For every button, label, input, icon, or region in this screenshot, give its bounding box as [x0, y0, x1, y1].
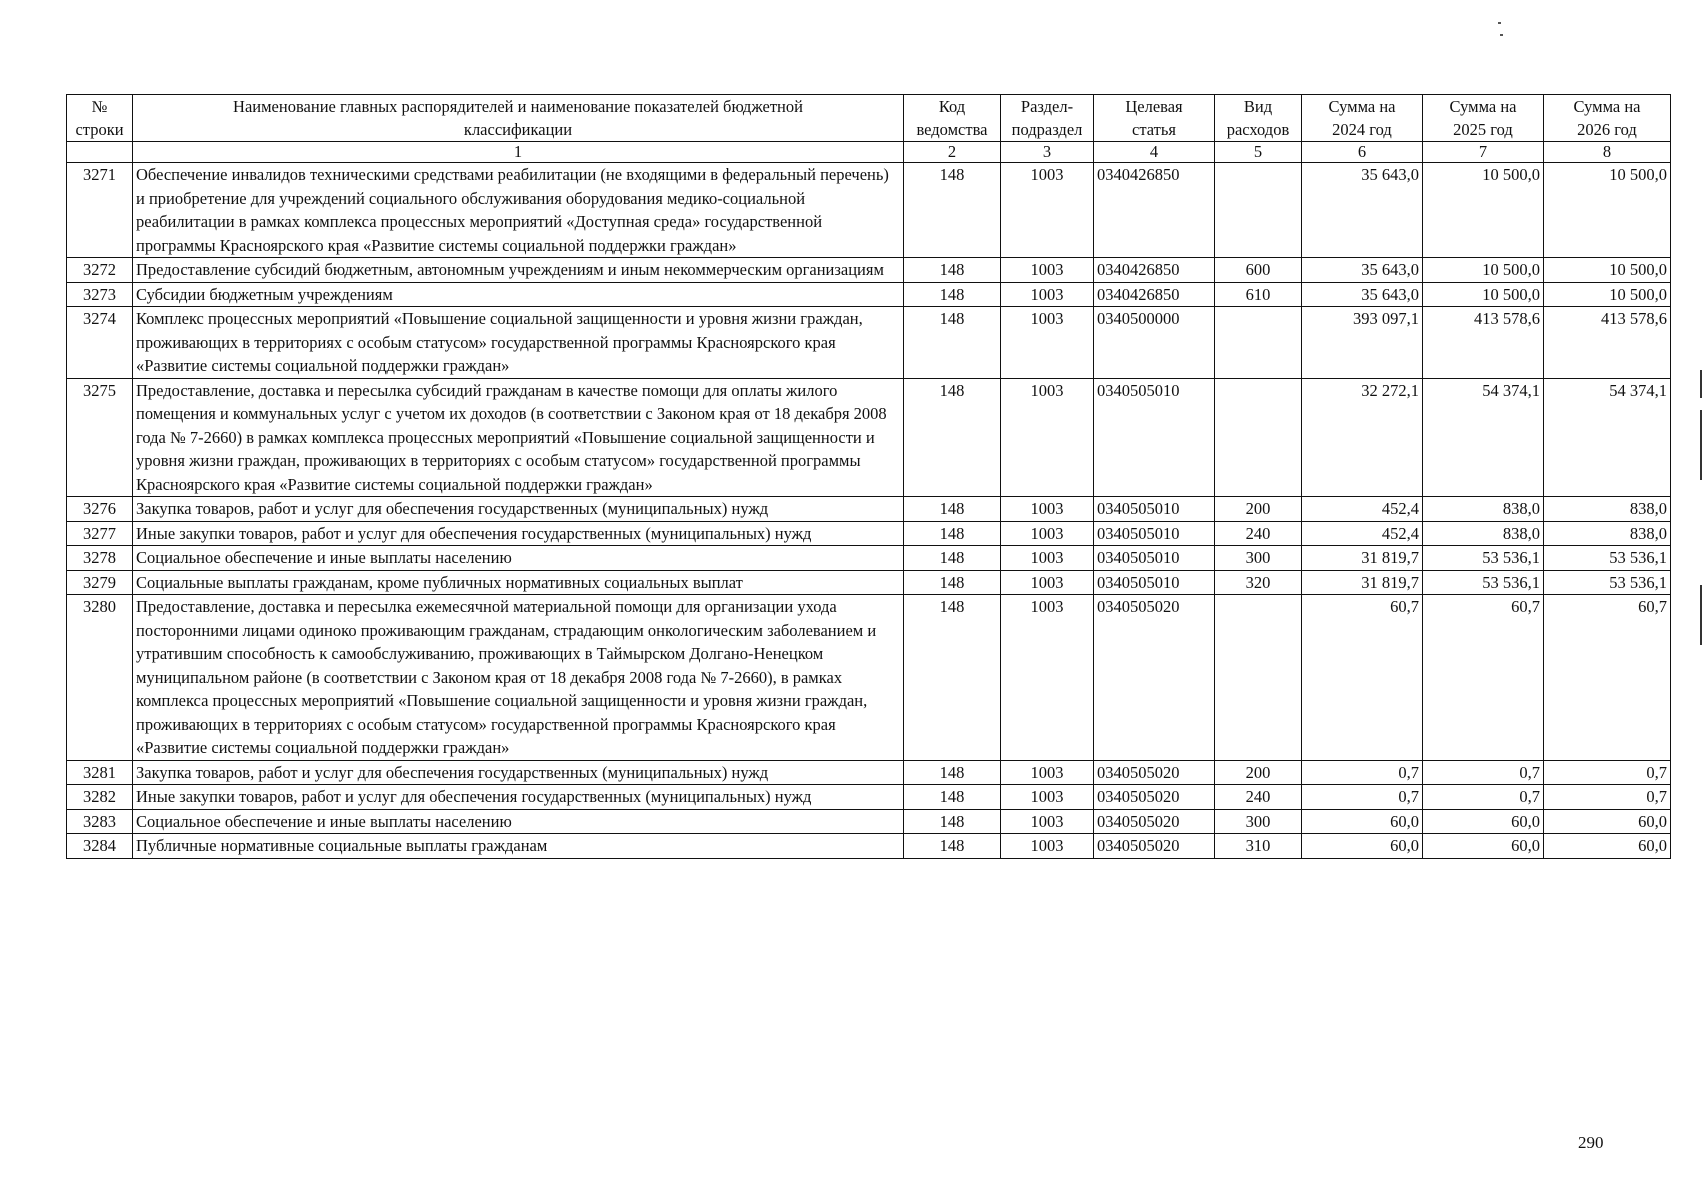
sum-2026: 60,0	[1544, 809, 1671, 834]
table-row	[67, 521, 1671, 546]
expense-type	[1215, 163, 1302, 258]
section-code: 1003	[1001, 760, 1094, 785]
row-name: Социальное обеспечение и иные выплаты населению	[133, 809, 904, 834]
scan-edge-mark	[1700, 410, 1702, 480]
sum-2026: 838,0	[1544, 497, 1671, 522]
dept-code: 148	[904, 595, 1001, 761]
expense-type	[1215, 307, 1302, 379]
dept-code: 148	[904, 546, 1001, 571]
sum-2026: 0,7	[1544, 760, 1671, 785]
table-row	[67, 809, 1671, 834]
row-number: 3284	[67, 834, 133, 859]
sum-2025: 53 536,1	[1423, 570, 1544, 595]
dept-code: 148	[904, 570, 1001, 595]
table-row	[67, 307, 1671, 379]
row-name: Иные закупки товаров, работ и услуг для обеспечения государственных (муниципальных) нужд	[133, 785, 904, 810]
header-row	[67, 95, 1671, 142]
sum-2024: 0,7	[1302, 785, 1423, 810]
sum-2024: 32 272,1	[1302, 378, 1423, 497]
row-name: Субсидии бюджетным учреждениям	[133, 282, 904, 307]
sum-2025: 60,0	[1423, 834, 1544, 859]
row-number: 3280	[67, 595, 133, 761]
header-section: Раздел- подраздел	[1001, 95, 1094, 142]
table-row	[67, 785, 1671, 810]
table-row	[67, 282, 1671, 307]
sum-2026: 53 536,1	[1544, 546, 1671, 571]
column-number: 3	[1001, 142, 1094, 163]
row-name: Предоставление, доставка и пересылка ежемесячной материальной помощи для организации ухода посторонними лицами одиноко проживающим гражданам, страдающим онкологическим заболеванием и утратившим способность к самообслуживанию, проживающих в Таймырском Долгано-Ненецком муниципальном районе (в соответствии с Законом края от 18 декабря 2008 года № 7-2660), в рамках комплекса процессных мероприятий «Повышение социальной защищенности и уровня жизни граждан, проживающих в территориях с особым статусом» государственной программы Красноярского края «Развитие системы социальной поддержки граждан»	[133, 595, 904, 761]
target-code: 0340505010	[1094, 570, 1215, 595]
expense-type: 200	[1215, 760, 1302, 785]
row-name: Закупка товаров, работ и услуг для обеспечения государственных (муниципальных) нужд	[133, 497, 904, 522]
row-name: Социальное обеспечение и иные выплаты населению	[133, 546, 904, 571]
sum-2025: 0,7	[1423, 760, 1544, 785]
sum-2025: 54 374,1	[1423, 378, 1544, 497]
dept-code: 148	[904, 834, 1001, 859]
expense-type: 600	[1215, 258, 1302, 283]
row-number: 3276	[67, 497, 133, 522]
row-number: 3279	[67, 570, 133, 595]
page-number: 290	[1578, 1133, 1604, 1152]
row-number: 3281	[67, 760, 133, 785]
sum-2024: 393 097,1	[1302, 307, 1423, 379]
table-row	[67, 834, 1671, 859]
row-name: Социальные выплаты гражданам, кроме публичных нормативных социальных выплат	[133, 570, 904, 595]
section-code: 1003	[1001, 546, 1094, 571]
column-number	[67, 142, 133, 163]
sum-2026: 10 500,0	[1544, 282, 1671, 307]
expense-type: 300	[1215, 546, 1302, 571]
sum-2024: 452,4	[1302, 497, 1423, 522]
header-sum-2026: Сумма на 2026 год	[1544, 95, 1671, 142]
row-number: 3282	[67, 785, 133, 810]
table-row	[67, 497, 1671, 522]
sum-2025: 0,7	[1423, 785, 1544, 810]
header-expense-type: Вид расходов	[1215, 95, 1302, 142]
row-number: 3275	[67, 378, 133, 497]
sum-2025: 10 500,0	[1423, 258, 1544, 283]
table-row	[67, 258, 1671, 283]
dept-code: 148	[904, 163, 1001, 258]
expense-type: 320	[1215, 570, 1302, 595]
sum-2024: 35 643,0	[1302, 163, 1423, 258]
sum-2026: 0,7	[1544, 785, 1671, 810]
expense-type: 240	[1215, 521, 1302, 546]
expense-type	[1215, 378, 1302, 497]
table-row	[67, 378, 1671, 497]
target-code: 0340500000	[1094, 307, 1215, 379]
section-code: 1003	[1001, 378, 1094, 497]
column-number: 7	[1423, 142, 1544, 163]
sum-2026: 10 500,0	[1544, 258, 1671, 283]
row-number: 3277	[67, 521, 133, 546]
sum-2025: 838,0	[1423, 521, 1544, 546]
table-row	[67, 163, 1671, 258]
sum-2026: 60,7	[1544, 595, 1671, 761]
row-name: Предоставление, доставка и пересылка субсидий гражданам в качестве помощи для оплаты жилого помещения и коммунальных услуг с учетом их доходов (в соответствии с Законом края от 18 декабря 2008 года № 7-2660) в рамках комплекса процессных мероприятий «Повышение социальной защищенности и уровня жизни граждан, проживающих в территориях с особым статусом» государственной программы Красноярского края «Развитие системы социальной поддержки граждан»	[133, 378, 904, 497]
header-sum-2024: Сумма на 2024 год	[1302, 95, 1423, 142]
row-name: Обеспечение инвалидов техническими средствами реабилитации (не входящими в федеральный перечень) и приобретение для учреждений социального обслуживания оборудования медико-социальной реабилитации в рамках комплекса процессных мероприятий «Доступная среда» государственной программы Красноярского края «Развитие системы социальной поддержки граждан»	[133, 163, 904, 258]
sum-2024: 60,0	[1302, 809, 1423, 834]
row-name: Комплекс процессных мероприятий «Повышение социальной защищенности и уровня жизни граждан, проживающих в территориях с особым статусом» государственной программы Красноярского края «Развитие системы социальной поддержки граждан»	[133, 307, 904, 379]
section-code: 1003	[1001, 163, 1094, 258]
table-body	[67, 163, 1671, 859]
row-number: 3274	[67, 307, 133, 379]
row-number: 3272	[67, 258, 133, 283]
target-code: 0340505020	[1094, 760, 1215, 785]
row-number: 3283	[67, 809, 133, 834]
sum-2025: 10 500,0	[1423, 163, 1544, 258]
dept-code: 148	[904, 760, 1001, 785]
sum-2024: 60,0	[1302, 834, 1423, 859]
header-target: Целевая статья	[1094, 95, 1215, 142]
dept-code: 148	[904, 521, 1001, 546]
sum-2026: 10 500,0	[1544, 163, 1671, 258]
scan-edge-mark	[1700, 585, 1702, 645]
expense-type: 200	[1215, 497, 1302, 522]
dept-code: 148	[904, 378, 1001, 497]
dept-code: 148	[904, 282, 1001, 307]
target-code: 0340505020	[1094, 785, 1215, 810]
sum-2025: 60,0	[1423, 809, 1544, 834]
target-code: 0340426850	[1094, 258, 1215, 283]
header-name: Наименование главных распорядителей и наименование показателей бюджетной классификации	[133, 95, 904, 142]
expense-type	[1215, 595, 1302, 761]
table-header	[67, 95, 1671, 163]
row-name: Закупка товаров, работ и услуг для обеспечения государственных (муниципальных) нужд	[133, 760, 904, 785]
section-code: 1003	[1001, 497, 1094, 522]
target-code: 0340505010	[1094, 521, 1215, 546]
sum-2025: 10 500,0	[1423, 282, 1544, 307]
section-code: 1003	[1001, 307, 1094, 379]
row-name: Публичные нормативные социальные выплаты гражданам	[133, 834, 904, 859]
section-code: 1003	[1001, 521, 1094, 546]
section-code: 1003	[1001, 282, 1094, 307]
dept-code: 148	[904, 809, 1001, 834]
dept-code: 148	[904, 307, 1001, 379]
sum-2024: 35 643,0	[1302, 282, 1423, 307]
header-row-number: № строки	[67, 95, 133, 142]
sum-2025: 60,7	[1423, 595, 1544, 761]
target-code: 0340426850	[1094, 282, 1215, 307]
target-code: 0340505020	[1094, 595, 1215, 761]
sum-2025: 413 578,6	[1423, 307, 1544, 379]
budget-table	[66, 94, 1671, 859]
scan-edge-mark	[1700, 370, 1702, 398]
dept-code: 148	[904, 497, 1001, 522]
row-name: Предоставление субсидий бюджетным, автономным учреждениям и иным некоммерческим организациям	[133, 258, 904, 283]
target-code: 0340505010	[1094, 497, 1215, 522]
column-number-row	[67, 142, 1671, 163]
column-number: 8	[1544, 142, 1671, 163]
table-row	[67, 595, 1671, 761]
section-code: 1003	[1001, 809, 1094, 834]
section-code: 1003	[1001, 595, 1094, 761]
column-number: 4	[1094, 142, 1215, 163]
target-code: 0340426850	[1094, 163, 1215, 258]
sum-2024: 31 819,7	[1302, 546, 1423, 571]
row-number: 3278	[67, 546, 133, 571]
dept-code: 148	[904, 258, 1001, 283]
target-code: 0340505010	[1094, 546, 1215, 571]
sum-2026: 53 536,1	[1544, 570, 1671, 595]
target-code: 0340505020	[1094, 834, 1215, 859]
sum-2026: 54 374,1	[1544, 378, 1671, 497]
table-row	[67, 760, 1671, 785]
scan-speck	[1498, 22, 1501, 24]
expense-type: 310	[1215, 834, 1302, 859]
expense-type: 300	[1215, 809, 1302, 834]
sum-2025: 838,0	[1423, 497, 1544, 522]
header-sum-2025: Сумма на 2025 год	[1423, 95, 1544, 142]
sum-2024: 31 819,7	[1302, 570, 1423, 595]
row-name: Иные закупки товаров, работ и услуг для обеспечения государственных (муниципальных) нужд	[133, 521, 904, 546]
column-number: 2	[904, 142, 1001, 163]
target-code: 0340505010	[1094, 378, 1215, 497]
column-number: 5	[1215, 142, 1302, 163]
sum-2026: 838,0	[1544, 521, 1671, 546]
sum-2026: 413 578,6	[1544, 307, 1671, 379]
section-code: 1003	[1001, 258, 1094, 283]
dept-code: 148	[904, 785, 1001, 810]
section-code: 1003	[1001, 785, 1094, 810]
column-number: 1	[133, 142, 904, 163]
row-number: 3271	[67, 163, 133, 258]
sum-2025: 53 536,1	[1423, 546, 1544, 571]
table-row	[67, 570, 1671, 595]
target-code: 0340505020	[1094, 809, 1215, 834]
section-code: 1003	[1001, 834, 1094, 859]
table-row	[67, 546, 1671, 571]
expense-type: 610	[1215, 282, 1302, 307]
sum-2024: 60,7	[1302, 595, 1423, 761]
row-number: 3273	[67, 282, 133, 307]
sum-2024: 0,7	[1302, 760, 1423, 785]
header-dept-code: Код ведомства	[904, 95, 1001, 142]
sum-2026: 60,0	[1544, 834, 1671, 859]
column-number: 6	[1302, 142, 1423, 163]
sum-2024: 35 643,0	[1302, 258, 1423, 283]
sum-2024: 452,4	[1302, 521, 1423, 546]
scan-speck	[1500, 34, 1503, 36]
section-code: 1003	[1001, 570, 1094, 595]
expense-type: 240	[1215, 785, 1302, 810]
